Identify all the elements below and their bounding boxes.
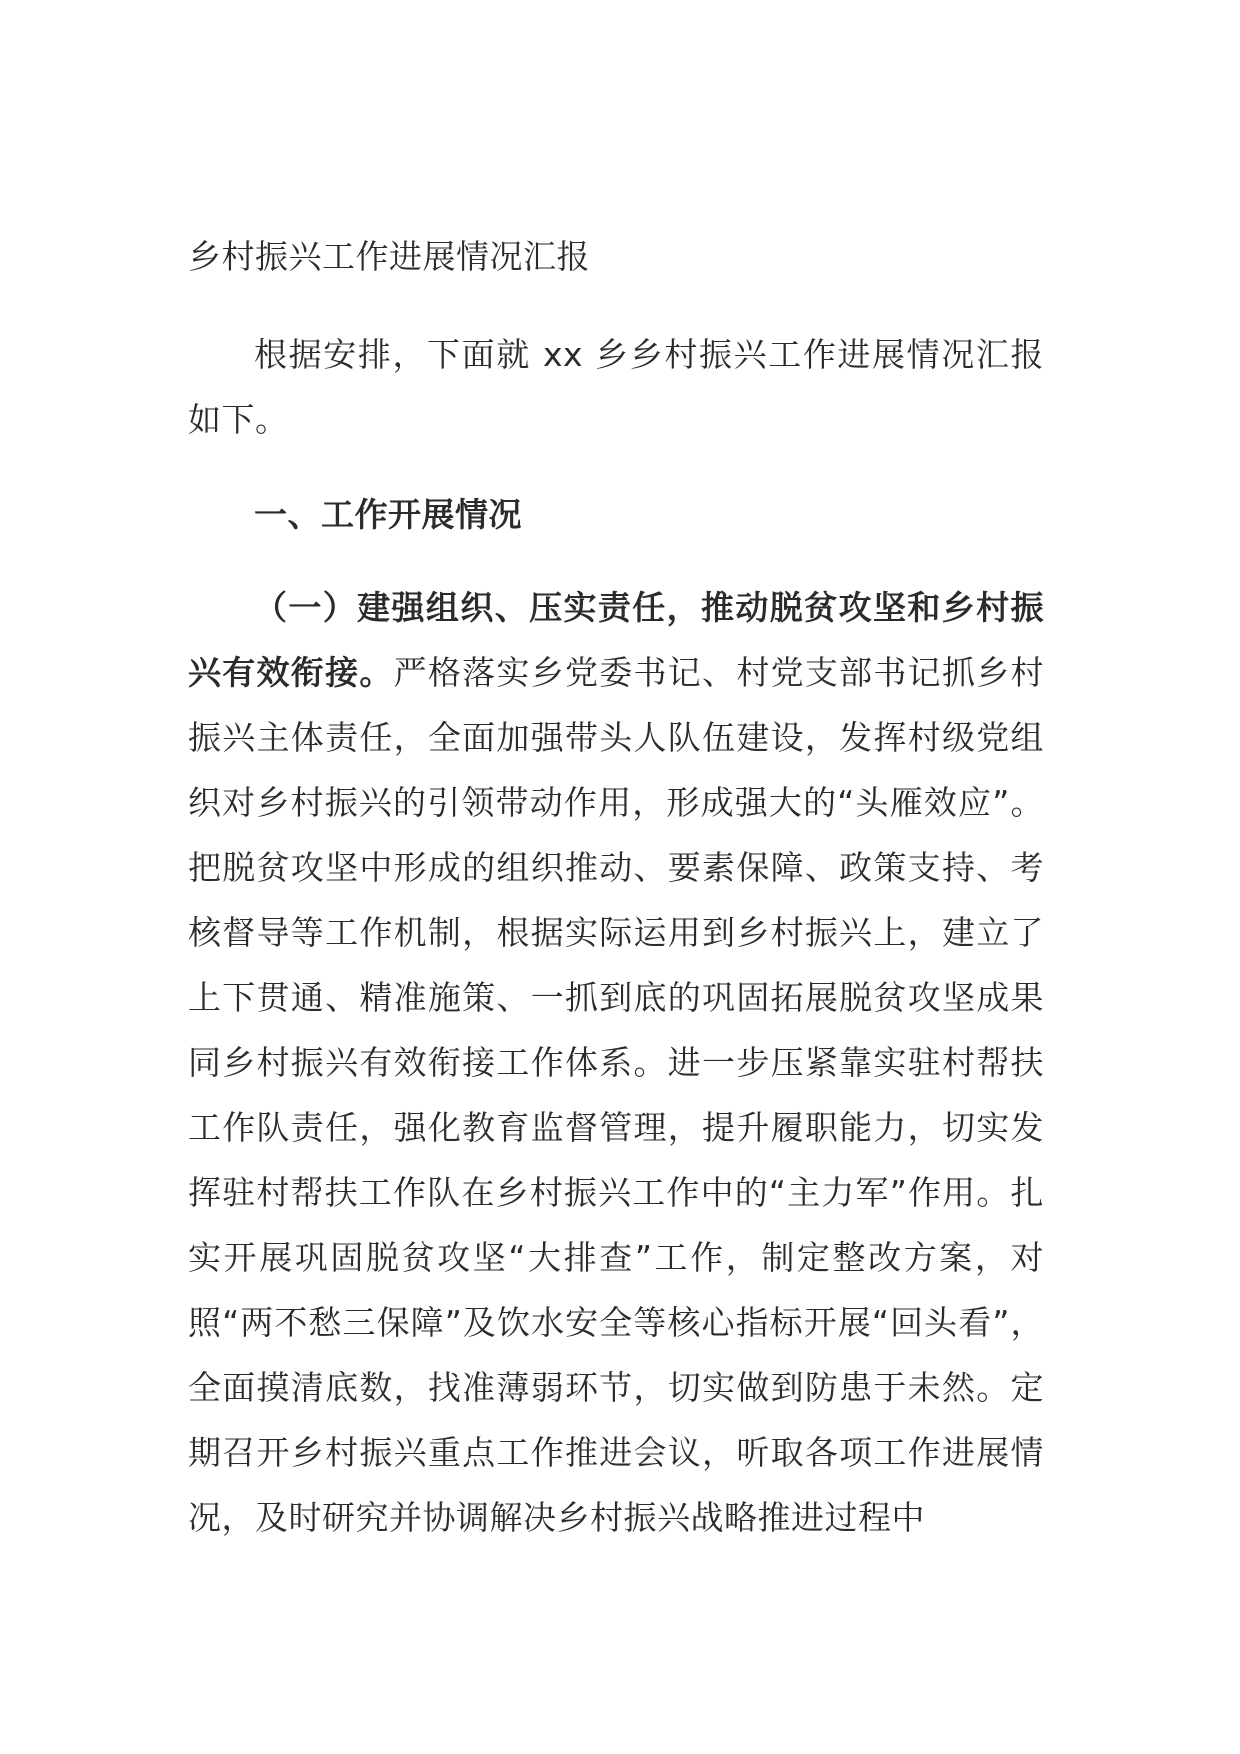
subsection-body-text: 严格落实乡党委书记、村党支部书记抓乡村振兴主体责任，全面加强带头人队伍建设，发挥村级党组织对乡村振兴的引领带动作用，形成强大的“头雁效应”。把脱贫攻坚中形成的组织推动、要素保障、政策支持、考核督导等工作机制，根据实际运用到乡村振兴上，建立了上下贯通、精准施策、一抓到底的巩固拓展脱贫攻坚成果同乡村振兴有效衔接工作体系。进一步压紧靠实驻村帮扶工作队责任，强化教育监督管理，提升履职能力，切实发挥驻村帮扶工作队在乡村振兴工作中的“主力军”作用。扎实开展巩固脱贫攻坚“大排查”工作，制定整改方案，对照“两不愁三保障”及饮水安全等核心指标开展“回头看”，全面摸清底数，找准薄弱环节，切实做到防患于未然。定期召开乡村振兴重点工作推进会议，听取各项工作进展情况，及时研究并协调解决乡村振兴战略推进过程中 [188, 653, 1044, 1537]
subsection-paragraph [188, 575, 1044, 1550]
subsection-heading: （一）建强组织、压实责任，推动脱贫攻坚和乡村振兴有效衔接。 [188, 588, 1044, 692]
document-title: 乡村振兴工作进展情况汇报 [188, 237, 590, 276]
document-body [188, 232, 1044, 1550]
section-heading: 一、工作开展情况 [254, 495, 522, 534]
intro-paragraph: 根据安排，下面就 xx 乡乡村振兴工作进展情况汇报如下。 [188, 335, 1044, 439]
